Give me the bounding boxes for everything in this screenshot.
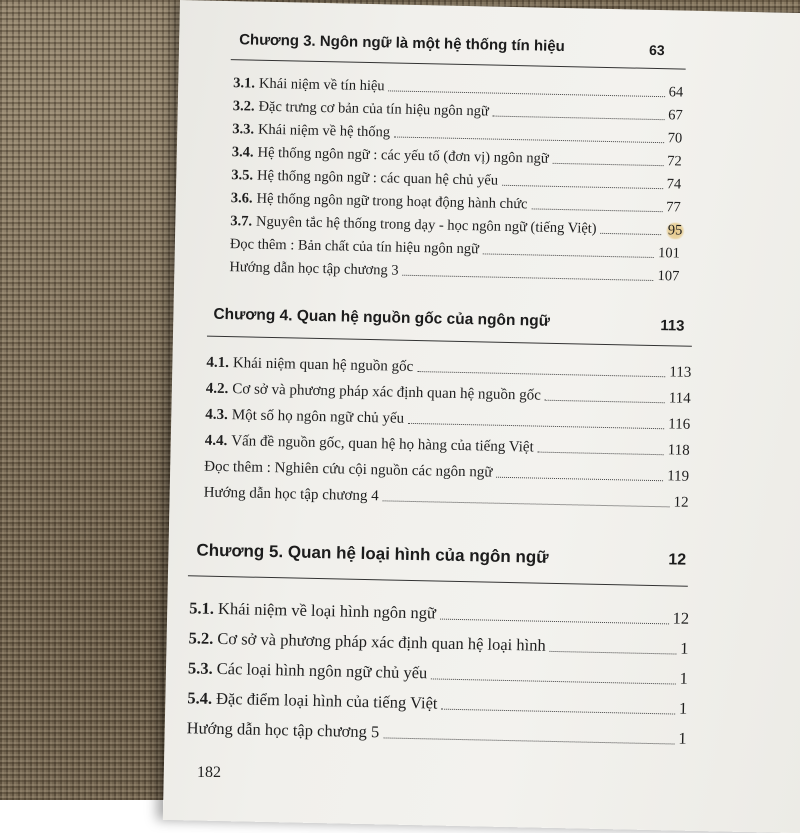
dot-leader <box>538 452 664 456</box>
entry-title: Đọc thêm : Bản chất của tín hiệu ngôn ngữ <box>229 236 480 258</box>
entry-number: 5.3. <box>187 658 213 678</box>
entry-page: 116 <box>668 416 691 433</box>
entry-number: 4.4. <box>204 432 228 450</box>
toc-entry <box>188 628 688 658</box>
entry-page: 77 <box>666 199 681 216</box>
entry-number: 3.7. <box>230 213 253 230</box>
entry-page: 12 <box>672 608 690 628</box>
entry-page: 1 <box>678 698 688 718</box>
dot-leader <box>394 137 664 144</box>
dot-leader <box>417 371 665 377</box>
dot-leader <box>493 116 664 121</box>
entry-page: 64 <box>668 84 684 101</box>
toc-entry <box>187 688 687 718</box>
toc-entry <box>233 98 683 124</box>
entry-page: 72 <box>667 153 682 170</box>
entry-title: Hệ thống ngôn ngữ : các yếu tố (đơn vị) ngôn ngữ <box>257 144 549 167</box>
toc-entry <box>205 407 690 434</box>
entry-title: Khái niệm về hệ thống <box>257 121 391 141</box>
entry-number: 5.1. <box>189 598 215 618</box>
entry-number: 5.4. <box>187 688 213 708</box>
entry-page: 119 <box>667 468 690 485</box>
toc-entry <box>204 459 689 486</box>
chapter-4-page: 113 <box>660 317 685 335</box>
entry-title: Nguyên tắc hệ thống trong dạy - học ngôn ngữ (tiếng Việt) <box>255 213 597 237</box>
entry-page: 70 <box>667 130 683 147</box>
entry-title: Khái niệm quan hệ nguồn gốc <box>232 355 414 375</box>
entry-title: Đọc thêm : Nghiên cứu cội nguồn các ngôn ngữ <box>204 458 493 481</box>
entry-number: 4.3. <box>205 406 228 424</box>
entry-number: 4.1. <box>206 354 230 372</box>
toc-entry <box>232 144 682 170</box>
entry-number: 3.5. <box>231 167 254 184</box>
book-page <box>163 0 800 833</box>
entry-number: 3.1. <box>233 75 256 92</box>
toc-entry <box>205 433 690 460</box>
dot-leader <box>600 233 660 235</box>
entry-title: Đặc điểm loại hình của tiếng Việt <box>215 688 438 713</box>
chapter-5-page: 12 <box>668 551 687 569</box>
dot-leader <box>531 208 662 212</box>
entry-title: Hệ thống ngôn ngữ : các quan hệ chủ yếu <box>256 167 499 189</box>
dot-leader <box>502 185 663 189</box>
dot-leader <box>553 163 664 166</box>
dot-leader <box>402 275 653 281</box>
toc-entry <box>231 190 681 216</box>
entry-page: 74 <box>666 176 682 193</box>
dot-leader <box>550 651 677 655</box>
entry-page-highlighted: 95 <box>665 222 686 239</box>
toc-entry <box>206 355 691 382</box>
dot-leader <box>440 619 669 625</box>
chapter-4-title: Chương 4. Quan hệ nguồn gốc của ngôn ngữ <box>213 305 551 330</box>
toc-entry <box>187 718 687 748</box>
entry-page: 1 <box>679 668 689 688</box>
dot-leader <box>496 477 663 481</box>
toc-entry <box>230 213 685 240</box>
entry-page: 113 <box>669 364 692 381</box>
entry-number: 3.2. <box>232 98 255 115</box>
chapter-3-page: 63 <box>648 41 665 59</box>
dot-leader <box>441 709 675 715</box>
toc-entry <box>189 598 689 628</box>
entry-title: Cơ sở và phương pháp xác định quan hệ nguồn gốc <box>232 381 542 404</box>
entry-page: 67 <box>668 107 683 124</box>
toc-entry <box>231 167 681 193</box>
entry-title: Vấn đề nguồn gốc, quan hệ họ hàng của tiếng Việt <box>231 433 534 456</box>
entry-page: 1 <box>680 638 689 658</box>
entry-title: Hệ thống ngôn ngữ trong hoạt động hành chức <box>256 190 528 213</box>
entry-page: 114 <box>668 390 691 407</box>
entry-title: Các loại hình ngôn ngữ chủ yếu <box>216 658 428 683</box>
toc-entry <box>206 381 691 408</box>
dot-leader <box>383 737 674 744</box>
entry-title: Một số họ ngôn ngữ chủ yếu <box>231 407 405 427</box>
entry-number: 3.3. <box>232 121 255 138</box>
entry-page: 118 <box>667 442 690 459</box>
toc-entry <box>232 121 682 147</box>
dot-leader <box>483 253 654 258</box>
chapter-4-rule <box>207 336 692 347</box>
entry-title: Hướng dẫn học tập chương 3 <box>229 259 399 279</box>
entry-title: Đặc trưng cơ bản của tín hiệu ngôn ngữ <box>258 98 490 120</box>
toc-entry <box>188 658 688 688</box>
dot-leader <box>408 423 664 429</box>
entry-title: Hướng dẫn học tập chương 4 <box>203 484 379 505</box>
entry-page: 1 <box>678 728 687 748</box>
entry-page: 12 <box>673 494 689 511</box>
footer-page-number: 182 <box>197 764 221 781</box>
entry-title: Hướng dẫn học tập chương 5 <box>186 718 380 742</box>
chapter-5-rule <box>188 575 688 586</box>
toc-entry <box>233 75 683 101</box>
entry-title: Khái niệm về tín hiệu <box>258 75 385 95</box>
toc-entry <box>229 259 679 285</box>
chapter-3-rule <box>231 59 686 70</box>
toc-entry <box>230 236 680 262</box>
chapter-3-title: Chương 3. Ngôn ngữ là một hệ thống tín hiệu <box>239 31 565 56</box>
entry-number: 4.2. <box>205 380 229 398</box>
entry-title: Cơ sở và phương pháp xác định quan hệ loại hình <box>217 628 546 655</box>
entry-number: 5.2. <box>188 628 214 648</box>
entry-number: 3.6. <box>230 190 253 207</box>
entry-number: 3.4. <box>231 144 254 161</box>
dot-leader <box>431 678 675 684</box>
dot-leader <box>545 400 665 404</box>
entry-page: 107 <box>657 268 680 285</box>
entry-title: Khái niệm về loại hình ngôn ngữ <box>217 598 437 623</box>
chapter-5-title: Chương 5. Quan hệ loại hình của ngôn ngữ <box>196 540 549 567</box>
entry-page: 101 <box>657 245 680 262</box>
toc-entry <box>204 485 689 512</box>
dot-leader <box>383 500 670 507</box>
dot-leader <box>389 90 665 97</box>
